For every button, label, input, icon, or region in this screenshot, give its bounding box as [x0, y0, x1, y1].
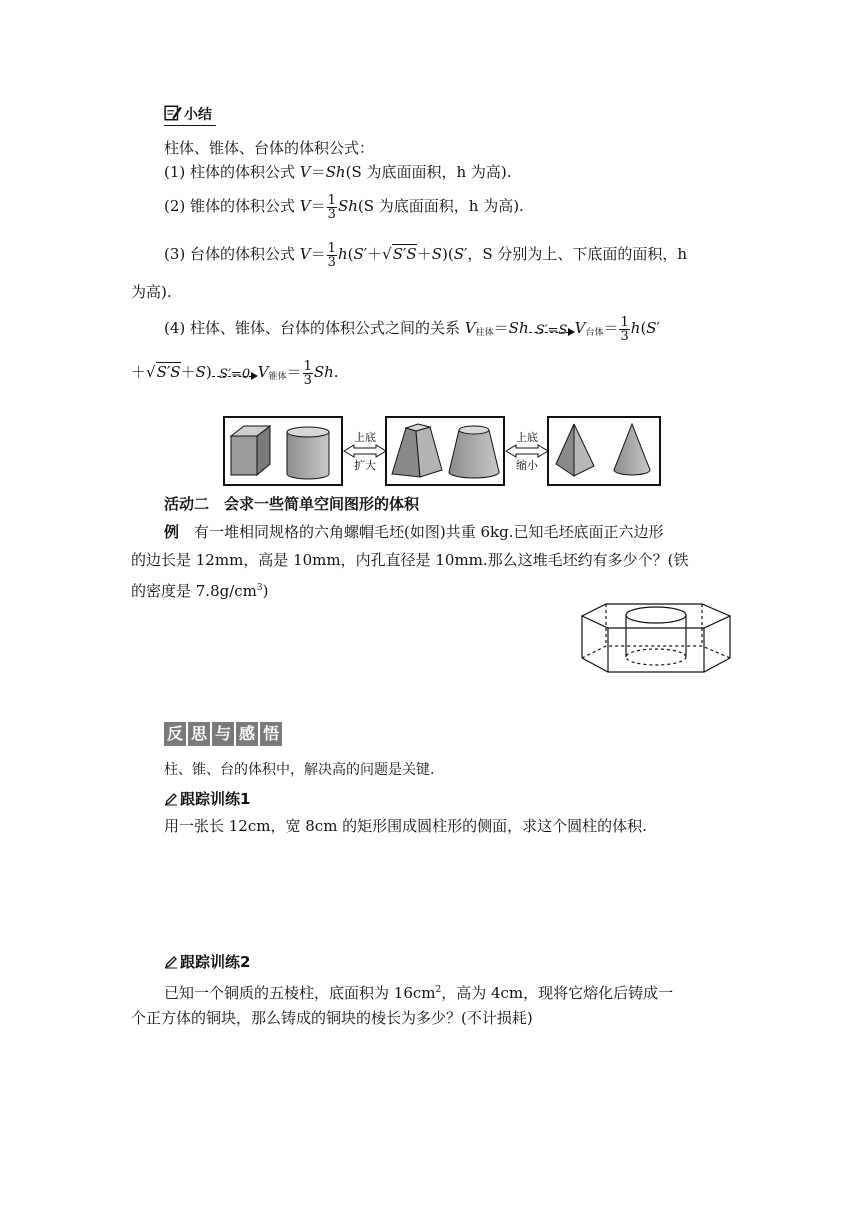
formula-1-prefix: (1) 柱体的体积公式	[164, 163, 300, 181]
example-line-3-end: )	[262, 582, 269, 600]
cylinder-shape	[287, 427, 329, 479]
reflect-char-2: 思	[188, 722, 210, 746]
arrow-left-right-2	[506, 445, 548, 457]
formula-3-tail: ，S 分别为上、下底面的面积，h	[467, 245, 688, 263]
reflect-char-3: 与	[212, 722, 234, 746]
exercise2-heading	[164, 952, 250, 972]
exercise1-heading	[164, 789, 250, 809]
example-line-3	[131, 578, 269, 601]
reflection-heading	[164, 722, 284, 746]
frustum-pyramid-shape	[392, 424, 442, 477]
summary-heading-text: 小结	[184, 107, 212, 123]
cone-frustum-shape	[449, 426, 499, 478]
reflect-char-5: 悟	[260, 722, 282, 746]
exercise2-line-1	[164, 980, 673, 1003]
reflect-char-1: 反	[164, 722, 186, 746]
formula-item-2: (2) 锥体的体积公式 V＝ $\frac{1}{3}$ Sh(S 为底面面积，h 为高).	[164, 192, 524, 222]
arrow-s-zero: S′=0	[212, 361, 258, 385]
subscript-zhuiti: 锥体	[268, 372, 287, 382]
formula-4-prefix: (4) 柱体、锥体、台体的体积公式之间的关系	[164, 319, 465, 337]
example-line-3-text: 的密度是 7.8g/cm	[131, 582, 257, 600]
example-line-1	[164, 522, 664, 542]
arrow-s-equal: S′=S	[529, 317, 575, 341]
formula-item-1: (1) 柱体的体积公式 V＝Sh(S 为底面面积，h 为高).	[164, 163, 512, 181]
exercise2-line-2: 个正方体的铜块，那么铸成的铜块的棱长为多少？(不计损耗)	[131, 1009, 533, 1027]
pencil-icon	[164, 792, 178, 806]
exercise1-text: 用一张长 12cm，宽 8cm 的矩形围成圆柱形的侧面，求这个圆柱的体积.	[164, 817, 647, 835]
formula-item-3: (3) 台体的体积公式 V＝ $\frac{1}{3}$ h(S′＋√S′S＋S)(S′，S 分别为上、下底面的面积，h	[164, 240, 688, 270]
summary-intro: 柱体、锥体、台体的体积公式：	[164, 139, 375, 157]
formula-item-4-cont: ＋√S′S＋S) S′=0 $V_{锥体}=$ $\frac{1}{3}$ Sh.	[131, 358, 339, 388]
exercise2-line-1-a: 已知一个铜质的五棱柱，底面积为 16cm	[164, 984, 436, 1002]
superscript-2: 2	[435, 985, 442, 995]
exercise1-title: 跟踪训练1	[180, 790, 251, 808]
example-line-1-text: 有一堆相同规格的六角螺帽毛坯(如图)共重 6kg.已知毛坯底面正六边形	[194, 523, 664, 541]
solids-figure	[220, 412, 664, 490]
label-shangdi-2: 上底	[516, 431, 538, 444]
notebook-pencil-icon	[164, 104, 182, 122]
cube-shape	[231, 426, 270, 475]
exercise2-line-1-b: ，高为 4cm，现将它熔化后铸成一	[441, 984, 674, 1002]
example-line-2: 的边长是 12mm，高是 10mm，内孔直径是 10mm.那么这堆毛坯约有多少个？(铁	[131, 551, 689, 569]
subscript-taiti: 台体	[585, 328, 604, 338]
formula-2-tail: (S 为底面面积，h 为高).	[357, 197, 524, 215]
superscript-3: 3	[256, 583, 263, 593]
arrow-left-right-1	[344, 445, 386, 457]
subscript-zhuti: 柱体	[475, 328, 494, 338]
example-label: 例	[164, 523, 180, 541]
exercise2-title: 跟踪训练2	[180, 953, 251, 971]
activity2-title: 活动二 会求一些简单空间图形的体积	[164, 495, 420, 513]
pencil-icon	[164, 955, 178, 969]
label-suoxiao: 缩小	[516, 459, 538, 472]
label-shangdi-1: 上底	[354, 431, 376, 444]
reflection-text: 柱、锥、台的体积中，解决高的问题是关键.	[164, 762, 435, 778]
summary-heading	[164, 104, 212, 126]
formula-1-tail: (S 为底面面积，h 为高).	[345, 163, 512, 181]
hex-nut-figure	[580, 598, 736, 680]
reflect-char-4: 感	[236, 722, 258, 746]
pyramid-shape	[556, 424, 594, 476]
heading-underline	[164, 125, 216, 126]
formula-3-continuation: 为高).	[131, 283, 172, 301]
formula-2-prefix: (2) 锥体的体积公式	[164, 197, 300, 215]
formula-3-prefix: (3) 台体的体积公式	[164, 245, 300, 263]
cone-shape	[614, 424, 650, 475]
label-kuoda: 扩大	[354, 459, 376, 472]
formula-item-4: (4) 柱体、锥体、台体的体积公式之间的关系 $V_{柱体}=Sh$ S′=S $V_{台体}=$ $\frac{1}{3}$ h(S′	[164, 314, 660, 344]
